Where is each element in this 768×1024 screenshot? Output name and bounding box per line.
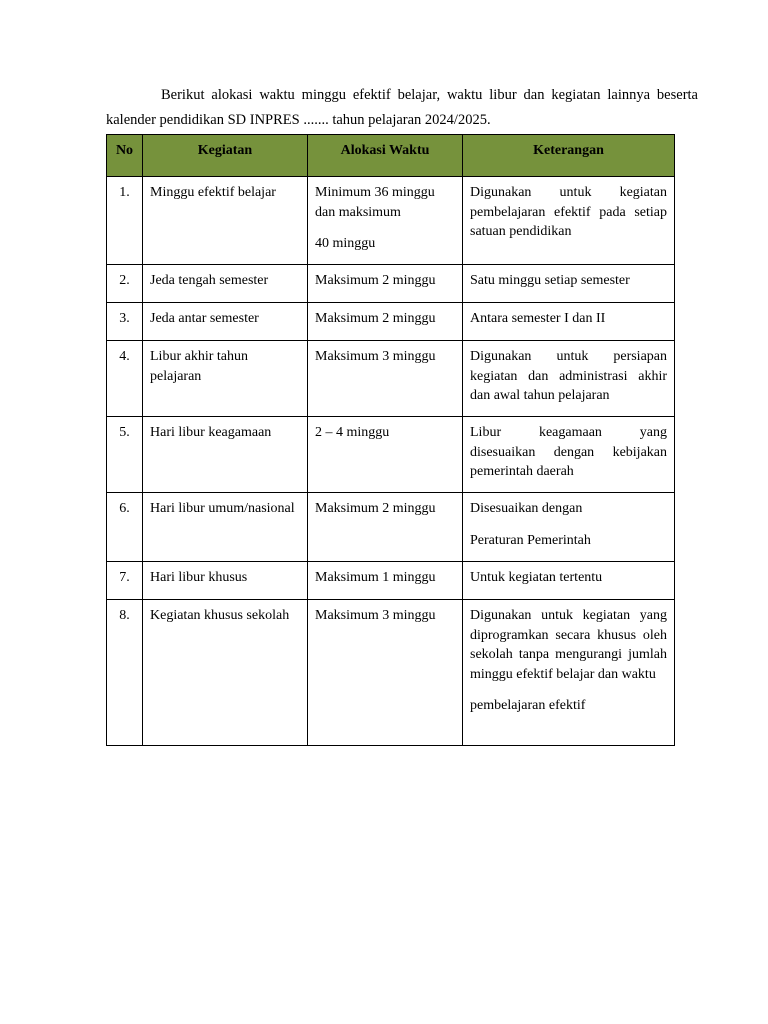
row-no: 7. bbox=[107, 562, 143, 600]
row-alokasi-line: 2 – 4 minggu bbox=[315, 425, 390, 440]
intro-paragraph: Berikut alokasi waktu minggu efektif belajar, waktu libur dan kegiatan lainnya beserta kalender pendidikan SD INPRES ....... tahun pelajaran 2024/2025. bbox=[106, 86, 698, 128]
row-alokasi bbox=[308, 303, 463, 341]
row-keterangan-line: Digunakan untuk persiapan kegiatan dan administrasi akhir dan awal tahun pelajaran bbox=[470, 349, 667, 403]
row-kegiatan: Jeda tengah semester bbox=[143, 265, 308, 303]
row-keterangan bbox=[463, 600, 675, 746]
row-kegiatan: Hari libur umum/nasional bbox=[143, 493, 308, 562]
table-row bbox=[107, 493, 675, 562]
row-alokasi-line: 40 minggu bbox=[315, 236, 376, 251]
row-alokasi bbox=[308, 562, 463, 600]
row-kegiatan: Libur akhir tahun pelajaran bbox=[143, 341, 308, 417]
table-row bbox=[107, 562, 675, 600]
row-keterangan-line: Antara semester I dan II bbox=[470, 311, 606, 326]
row-keterangan-line: Untuk kegiatan tertentu bbox=[470, 570, 603, 585]
row-keterangan-line: Digunakan untuk kegiatan yang diprogramkan secara khusus oleh sekolah tanpa mengurangi jumlah minggu efektif belajar dan waktu bbox=[470, 608, 667, 682]
row-kegiatan: Jeda antar semester bbox=[143, 303, 308, 341]
table-row bbox=[107, 265, 675, 303]
table-row bbox=[107, 177, 675, 265]
header-alokasi: Alokasi Waktu bbox=[308, 135, 463, 177]
row-keterangan-line: Peraturan Pemerintah bbox=[470, 532, 591, 548]
row-no: 1. bbox=[107, 177, 143, 265]
row-keterangan bbox=[463, 265, 675, 303]
table-row bbox=[107, 341, 675, 417]
row-no: 8. bbox=[107, 600, 143, 746]
header-kegiatan: Kegiatan bbox=[143, 135, 308, 177]
row-keterangan-line: Satu minggu setiap semester bbox=[470, 273, 630, 288]
row-alokasi-line: Maksimum 2 minggu bbox=[315, 311, 436, 326]
row-alokasi-line: Maksimum 3 minggu bbox=[315, 608, 436, 623]
row-keterangan-line: pembelajaran efektif bbox=[470, 698, 586, 713]
row-no: 4. bbox=[107, 341, 143, 417]
row-no: 5. bbox=[107, 417, 143, 493]
row-no: 3. bbox=[107, 303, 143, 341]
row-alokasi-line: Maksimum 3 minggu bbox=[315, 349, 436, 364]
table-row bbox=[107, 600, 675, 746]
header-keterangan: Keterangan bbox=[463, 135, 675, 177]
row-keterangan bbox=[463, 417, 675, 493]
row-alokasi bbox=[308, 417, 463, 493]
table-header-row bbox=[107, 135, 675, 177]
row-alokasi bbox=[308, 177, 463, 265]
row-keterangan-line: Libur keagamaan yang disesuaikan dengan kebijakan pemerintah daerah bbox=[470, 425, 667, 479]
row-keterangan bbox=[463, 303, 675, 341]
row-keterangan bbox=[463, 177, 675, 265]
row-keterangan bbox=[463, 493, 675, 562]
row-no: 6. bbox=[107, 493, 143, 562]
row-no: 2. bbox=[107, 265, 143, 303]
row-alokasi-line: Maksimum 2 minggu bbox=[315, 273, 436, 288]
row-alokasi bbox=[308, 341, 463, 417]
header-no: No bbox=[107, 135, 143, 177]
row-alokasi bbox=[308, 600, 463, 746]
row-alokasi-line: Maksimum 1 minggu bbox=[315, 570, 436, 585]
row-alokasi-line: Minimum 36 minggu dan maksimum bbox=[315, 185, 435, 220]
row-keterangan bbox=[463, 341, 675, 417]
row-keterangan-line: Digunakan untuk kegiatan pembelajaran efektif pada setiap satuan pendidikan bbox=[470, 185, 667, 239]
row-alokasi-line: Maksimum 2 minggu bbox=[315, 501, 436, 516]
row-kegiatan: Hari libur keagamaan bbox=[143, 417, 308, 493]
row-alokasi bbox=[308, 265, 463, 303]
row-keterangan-line: Disesuaikan dengan bbox=[470, 501, 583, 516]
row-kegiatan: Minggu efektif belajar bbox=[143, 177, 308, 265]
allocation-table bbox=[106, 134, 675, 746]
table-row bbox=[107, 303, 675, 341]
row-alokasi bbox=[308, 493, 463, 562]
row-kegiatan: Hari libur khusus bbox=[143, 562, 308, 600]
table-row bbox=[107, 417, 675, 493]
row-keterangan bbox=[463, 562, 675, 600]
row-kegiatan: Kegiatan khusus sekolah bbox=[143, 600, 308, 746]
